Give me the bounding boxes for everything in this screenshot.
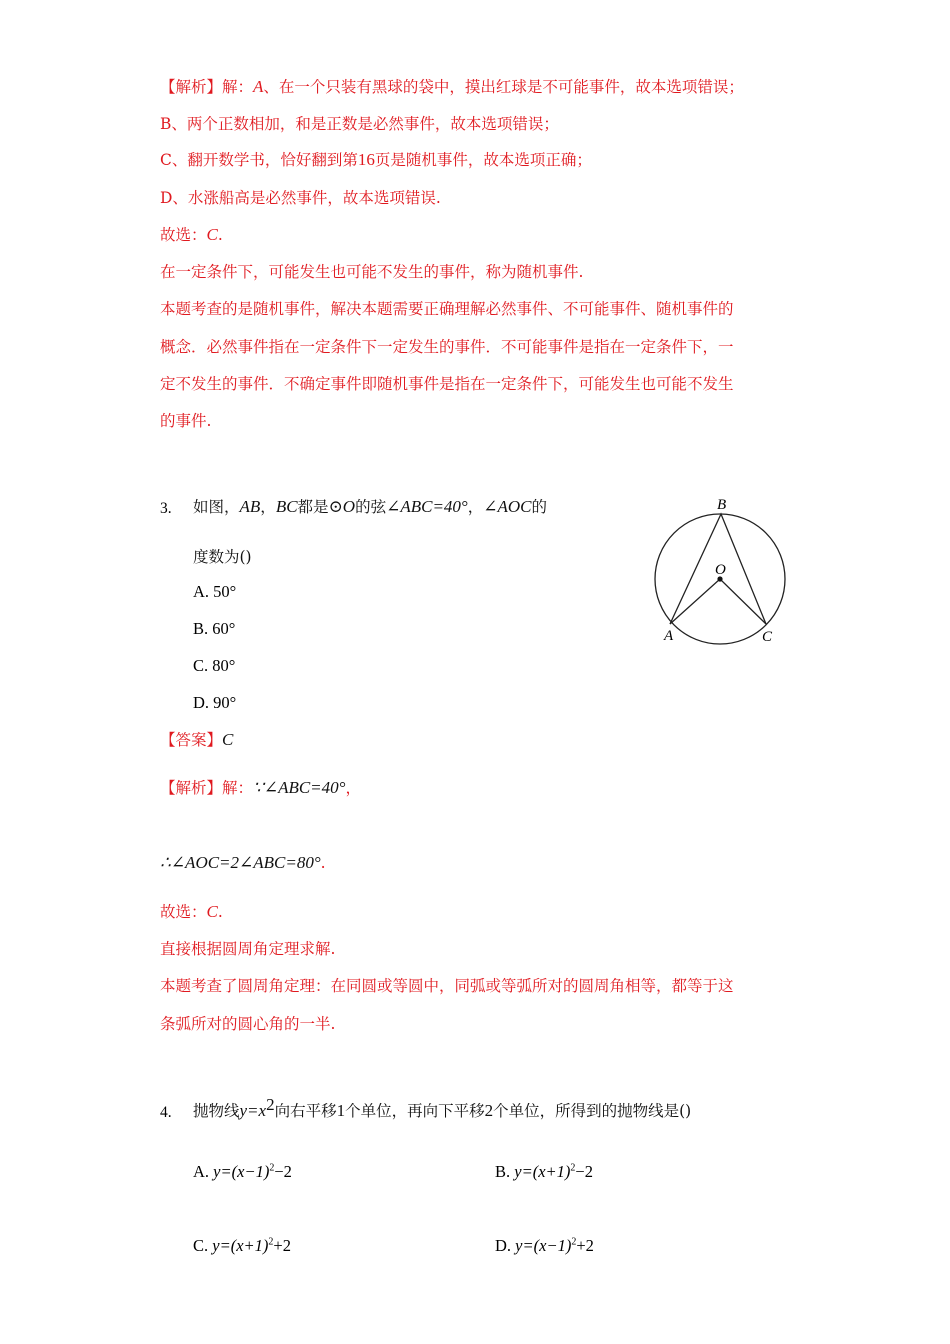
label-c: C bbox=[762, 629, 773, 645]
q2-comment-1: 本题考查的是随机事件，解决本题需要正确理解必然事件、不可能事件、随机事件的 bbox=[160, 300, 734, 318]
q3-option-a[interactable]: A. 50° bbox=[193, 582, 237, 601]
option-exponent: 2 bbox=[570, 1162, 576, 1174]
q3-answer-line bbox=[160, 730, 233, 750]
shift-down-value: 2 bbox=[484, 1101, 494, 1120]
stem-exponent: 2 bbox=[266, 1094, 275, 1114]
q2-method: 在一定条件下，可能发生也可能不发生的事件，称为随机事件. bbox=[160, 263, 584, 281]
q4-option-a[interactable] bbox=[193, 1161, 292, 1183]
analysis-text: 页是随机事件，故本选项正确； bbox=[374, 151, 592, 169]
q3-option-b[interactable]: B. 60° bbox=[193, 619, 236, 638]
analysis-text: C、翻开数学书，恰好翻到第 bbox=[160, 151, 358, 169]
q4-stem bbox=[193, 1094, 692, 1121]
stem-text: 个单位，再向下平移 bbox=[345, 1102, 485, 1120]
option-equation: y=(x−1) bbox=[515, 1236, 572, 1255]
stem-text: 抛物线 bbox=[193, 1102, 240, 1120]
option-tail: −2 bbox=[274, 1162, 292, 1181]
q3-comment-1: 本题考查了圆周角定理：在同圆或等圆中，同弧或等弧所对的圆周角相等，都等于这 bbox=[160, 977, 734, 995]
analysis-text: 、在一个只装有黑球的袋中，摸出红球是不可能事件，故本选项错误； bbox=[263, 78, 744, 96]
option-equation: y=(x+1) bbox=[212, 1236, 269, 1255]
answer-label: 【答案】 bbox=[160, 731, 223, 749]
stem-text: 的弦 bbox=[355, 498, 387, 516]
choose-end: . bbox=[217, 903, 223, 921]
q3-option-c[interactable]: C. 80° bbox=[193, 656, 236, 675]
choose-label: 故选： bbox=[160, 903, 207, 921]
q3-option-d[interactable]: D. 90° bbox=[193, 693, 237, 712]
analysis-label: 【解析】解： bbox=[160, 779, 254, 797]
option-exponent: 2 bbox=[269, 1162, 275, 1174]
shift-right-value: 1 bbox=[336, 1101, 346, 1120]
stem-text: 如图， bbox=[193, 498, 240, 516]
q2-comment-2: 概念．必然事件指在一定条件下一定发生的事件．不可能事件是指在一定条件下，一 bbox=[160, 338, 734, 356]
analysis-label: 【解析】解： bbox=[160, 78, 254, 96]
stem-text: 的 bbox=[531, 498, 548, 516]
choose-value: C bbox=[206, 902, 218, 921]
q4-option-b[interactable] bbox=[495, 1161, 593, 1183]
option-exponent: 2 bbox=[268, 1236, 274, 1248]
option-label: A. bbox=[193, 1162, 210, 1181]
option-tail: +2 bbox=[576, 1236, 594, 1255]
q4-number: 4. bbox=[160, 1104, 172, 1121]
central-angle-lines bbox=[670, 579, 766, 624]
angle-abc: ∠ABC=40° bbox=[386, 497, 468, 516]
q3-method: 直接根据圆周角定理求解. bbox=[160, 940, 336, 958]
label-b: B bbox=[717, 497, 727, 513]
q2-choose-line bbox=[160, 225, 223, 245]
option-label: B. bbox=[495, 1162, 511, 1181]
chord-bc: BC bbox=[275, 497, 298, 516]
q2-analysis-line1 bbox=[160, 77, 744, 97]
stem-equation: y=x bbox=[239, 1101, 267, 1120]
stem-text: 都是 bbox=[297, 498, 329, 516]
circle-figure bbox=[648, 492, 798, 648]
q3-number: 3. bbox=[160, 500, 172, 517]
analysis-end: ， bbox=[345, 779, 361, 797]
label-a: A bbox=[664, 628, 674, 644]
derive-math: ∴∠AOC=2∠ABC=80° bbox=[160, 853, 321, 872]
q3-stem-line1 bbox=[193, 497, 547, 517]
page-number-value: 16 bbox=[357, 150, 375, 169]
q3-choose-line bbox=[160, 902, 223, 922]
option-equation: y=(x+1) bbox=[514, 1162, 571, 1181]
option-tail: +2 bbox=[273, 1236, 291, 1255]
stem-text: ， bbox=[260, 498, 276, 516]
q3-analysis-line bbox=[160, 778, 361, 798]
answer-value: C bbox=[222, 730, 234, 749]
q3-stem-line2: 度数为() bbox=[193, 548, 252, 566]
stem-text: ， bbox=[467, 498, 484, 516]
q2-analysis-line2: B、两个正数相加，和是正数是必然事件，故本选项错误； bbox=[160, 115, 559, 133]
option-tail: −2 bbox=[575, 1162, 593, 1181]
q2-comment-4: 的事件. bbox=[160, 412, 212, 430]
choose-label: 故选： bbox=[160, 226, 207, 244]
choose-end: . bbox=[217, 226, 223, 244]
q2-analysis-line3 bbox=[160, 150, 592, 170]
q2-comment-3: 定不发生的事件．不确定事件即随机事件是指在一定条件下，可能发生也可能不发生 bbox=[160, 375, 734, 393]
derive-end: . bbox=[320, 854, 326, 872]
option-label: D. bbox=[495, 1236, 512, 1255]
q2-analysis-line4: D、水涨船高是必然事件，故本选项错误. bbox=[160, 189, 441, 207]
stem-text: 个单位，所得到的抛物线是() bbox=[493, 1102, 692, 1120]
option-letter: A bbox=[253, 77, 264, 96]
choose-value: C bbox=[206, 225, 218, 244]
option-label: C. bbox=[193, 1236, 209, 1255]
option-equation: y=(x−1) bbox=[213, 1162, 270, 1181]
circle-o: ⊙O bbox=[328, 497, 356, 516]
q3-derive-line bbox=[160, 853, 326, 873]
angle-aoc: ∠AOC bbox=[483, 497, 532, 516]
analysis-math: ∵∠ABC=40° bbox=[253, 778, 346, 797]
q4-option-d[interactable] bbox=[495, 1235, 594, 1257]
chord-ab: AB bbox=[239, 497, 261, 516]
option-exponent: 2 bbox=[571, 1236, 577, 1248]
q3-comment-2: 条弧所对的圆心角的一半. bbox=[160, 1015, 336, 1033]
stem-text: 向右平移 bbox=[274, 1102, 337, 1120]
q4-option-c[interactable] bbox=[193, 1235, 291, 1257]
label-o: O bbox=[715, 562, 726, 578]
